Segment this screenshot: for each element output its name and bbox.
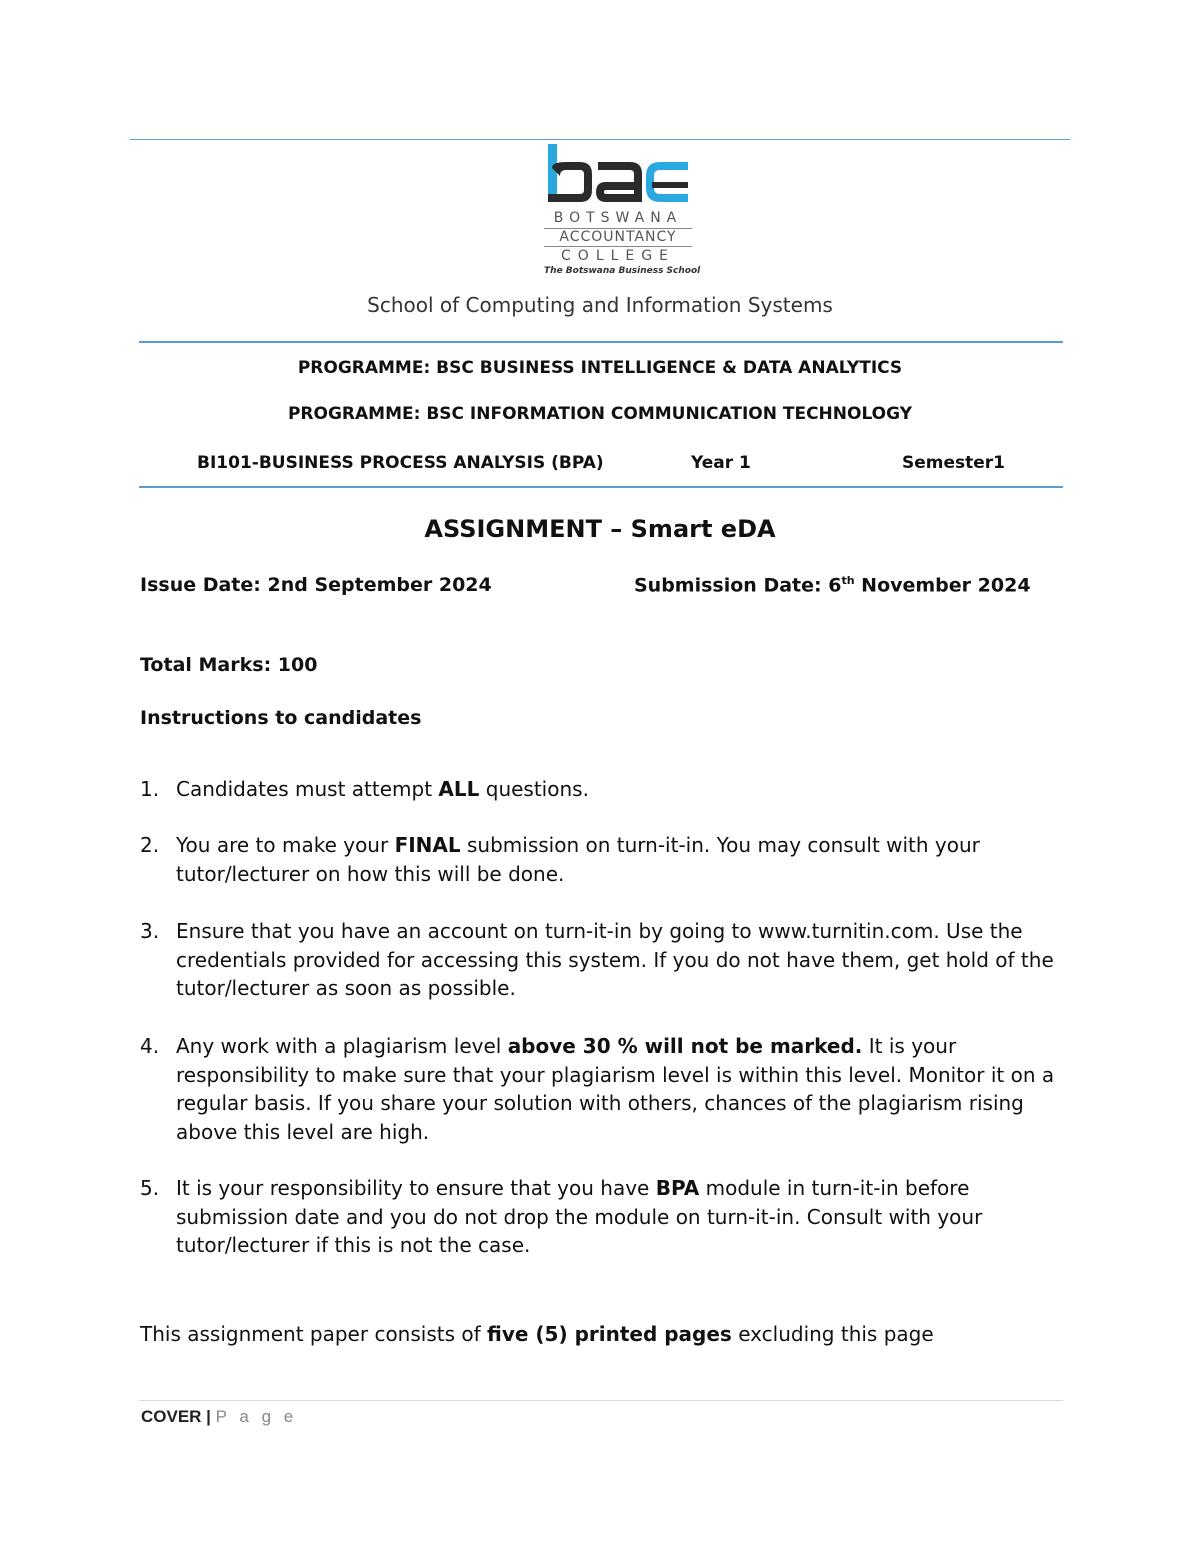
- closing-emphasis: five (5) printed pages: [487, 1322, 732, 1346]
- submission-date: [634, 574, 1031, 596]
- instruction-text: questions.: [479, 777, 589, 801]
- college-logo: [540, 142, 701, 282]
- instruction-item: [140, 1174, 1060, 1260]
- instruction-item: [140, 831, 1060, 888]
- submission-date-prefix: Submission Date: 6: [634, 574, 842, 597]
- instruction-text: module in turn-it-in before submission date and you do not drop the module on turn-it-in. Consult with your tutor/lecturer if this is not the case.: [176, 1176, 983, 1257]
- instruction-emphasis: ALL: [438, 777, 480, 801]
- instructions-heading: Instructions to candidates: [140, 707, 422, 729]
- instruction-text: submission on turn-it-in. You may consult with your tutor/lecturer on how this will be done.: [176, 833, 980, 886]
- total-marks: Total Marks: 100: [140, 654, 318, 676]
- school-name: School of Computing and Information Systems: [367, 293, 833, 317]
- instruction-text: Candidates must attempt: [176, 777, 439, 801]
- closing-text: excluding this page: [731, 1322, 934, 1346]
- logo-tagline: The Botswana Business School: [544, 266, 701, 276]
- instruction-emphasis: above 30 % will not be marked.: [507, 1034, 863, 1058]
- page-footer: [141, 1407, 297, 1427]
- instruction-text: Ensure that you have an account on turn-it-in by going to www.turnitin.com. Use the credentials provided for accessing this system. If you do not have them, get hold of the tutor/lecturer as soon as possible.: [176, 919, 1054, 1000]
- footer-rule: [139, 1400, 1063, 1401]
- instruction-number: 4.: [140, 1034, 160, 1058]
- instruction-item: [140, 917, 1060, 1003]
- instruction-number: 5.: [140, 1176, 160, 1200]
- programme-line-1: PROGRAMME: BSC BUSINESS INTELLIGENCE & DATA ANALYTICS: [297, 358, 903, 378]
- header-top-rule: [130, 139, 1070, 140]
- submission-date-suffix-sup: th: [841, 574, 855, 587]
- footer-cover-label: COVER |: [141, 1407, 216, 1426]
- programme-line-2: PROGRAMME: BSC INFORMATION COMMUNICATION TECHNOLOGY: [287, 404, 913, 424]
- course-semester: Semester1: [902, 453, 1006, 473]
- instruction-emphasis: BPA: [655, 1176, 700, 1200]
- closing-text: This assignment paper consists of: [140, 1322, 488, 1346]
- course-year: Year 1: [691, 453, 751, 473]
- footer-page-label: P a g e: [215, 1407, 298, 1426]
- logo-line-college: COLLEGE: [561, 248, 675, 264]
- header-rule-upper: [139, 341, 1063, 343]
- instruction-text: Any work with a plagiarism level: [176, 1034, 508, 1058]
- instruction-emphasis: FINAL: [394, 833, 461, 857]
- header-rule-lower: [139, 486, 1063, 488]
- assignment-title: ASSIGNMENT – Smart eDA: [424, 515, 776, 543]
- course-code: BI101-BUSINESS PROCESS ANALYSIS (BPA): [197, 453, 604, 473]
- page-count-note: [140, 1320, 1060, 1349]
- instruction-text: You are to make your: [176, 833, 395, 857]
- logo-line-accountancy: ACCOUNTANCY: [544, 228, 692, 247]
- instruction-text: It is your responsibility to make sure that your plagiarism level is within this level. Monitor it on a regular basis. If you share your solution with others, chances of the plagiarism rising above this level are high.: [176, 1034, 1055, 1144]
- instruction-item: [140, 775, 1060, 804]
- issue-date: Issue Date: 2nd September 2024: [140, 574, 492, 596]
- logo-line-botswana: BOTSWANA: [553, 210, 683, 226]
- instruction-number: 1.: [140, 777, 160, 801]
- instruction-item: [140, 1032, 1060, 1146]
- instruction-number: 2.: [140, 833, 160, 857]
- submission-date-suffix: November 2024: [854, 574, 1031, 597]
- instruction-number: 3.: [140, 919, 160, 943]
- bac-wordmark-logo: [540, 142, 694, 212]
- instruction-text: It is your responsibility to ensure that you have: [176, 1176, 656, 1200]
